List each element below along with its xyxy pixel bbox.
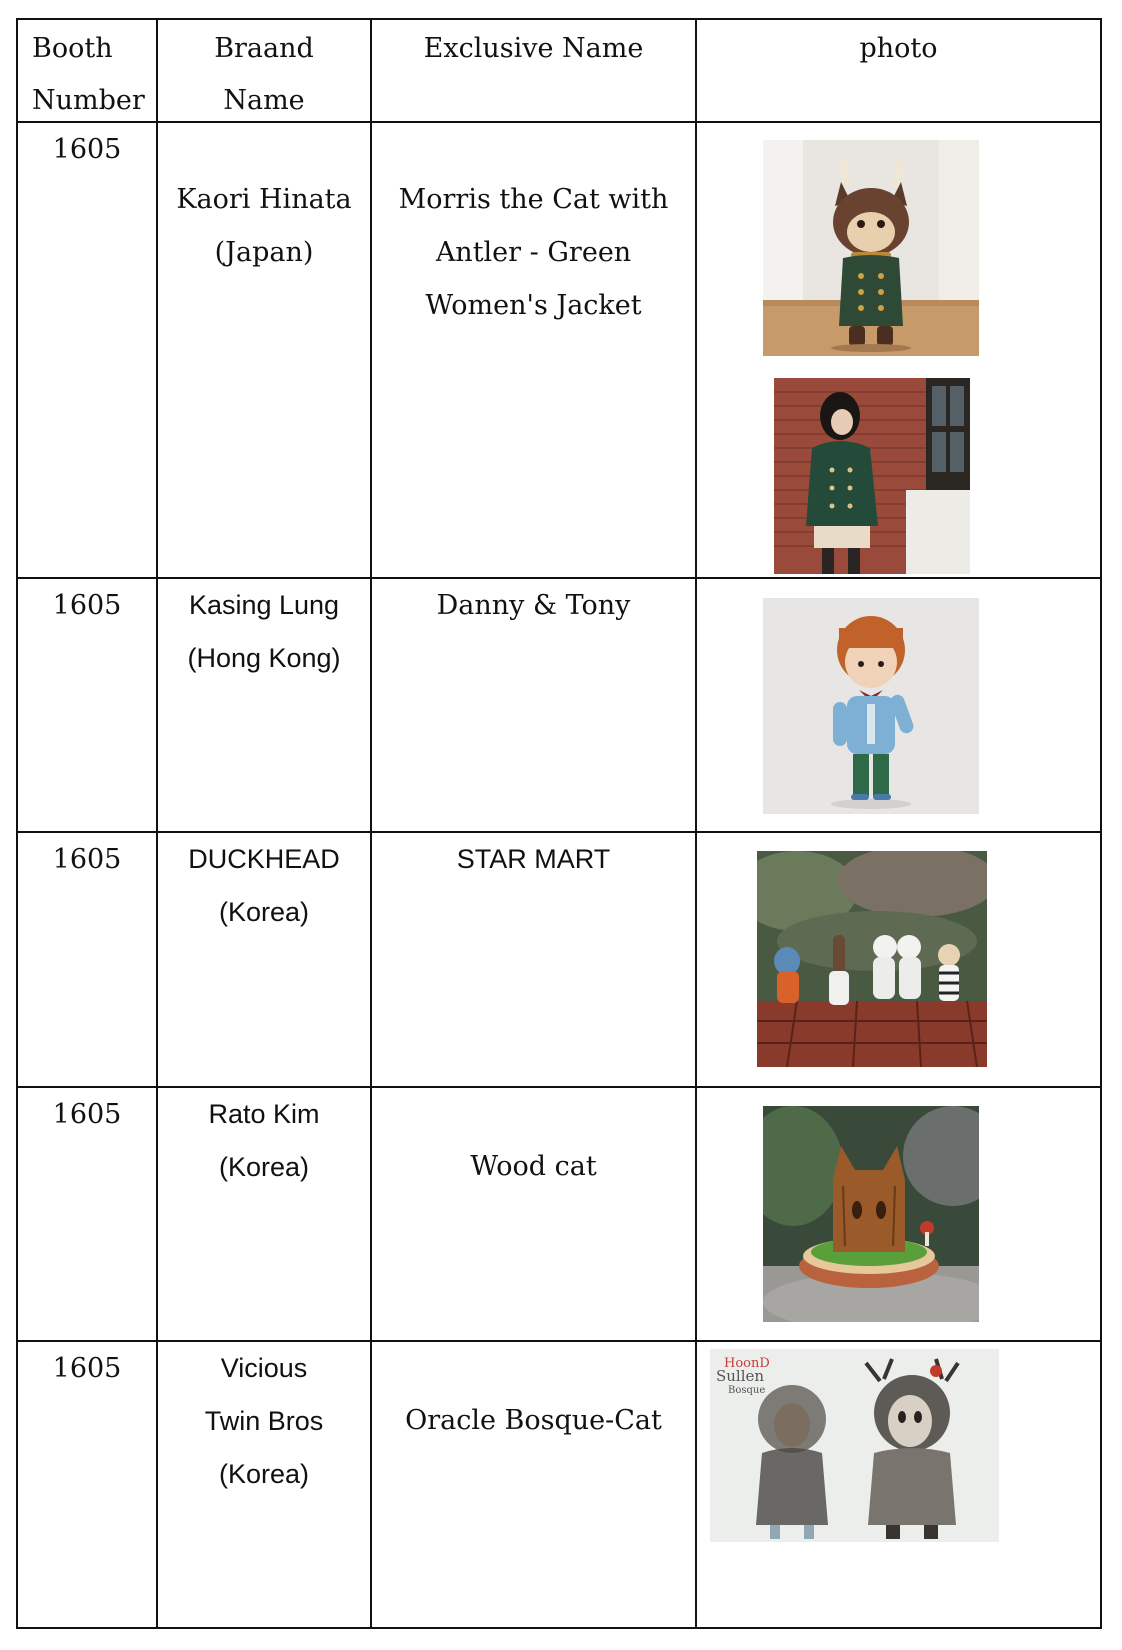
- booth-number: 1605: [52, 134, 122, 165]
- row5-brand: [158, 1342, 370, 1501]
- row1-brand: [158, 173, 370, 279]
- header-booth-line-2: Number: [32, 85, 145, 116]
- exclusives-table: [16, 18, 1102, 1629]
- doll-figure-photo: [763, 598, 979, 814]
- header-photo: [697, 20, 1100, 121]
- header-photo-label: photo: [859, 33, 938, 64]
- row1-exclusive: [372, 173, 695, 332]
- photo-overlay-text: Bosque: [728, 1385, 766, 1396]
- brand-country-line: (Korea): [218, 1459, 310, 1489]
- bosque-cat-photo: [710, 1349, 999, 1542]
- exclusive-name-line: STAR MART: [456, 844, 611, 874]
- toy-group-photo: [757, 851, 987, 1067]
- booth-number: 1605: [52, 1353, 122, 1384]
- row4-booth: [18, 1088, 156, 1141]
- brand-name-line: Kasing Lung: [188, 590, 340, 620]
- header-exclusive-name: [372, 20, 695, 121]
- row4-brand: [158, 1088, 370, 1194]
- row1-booth: [18, 123, 156, 176]
- photo-overlay-text: Sullen: [716, 1367, 765, 1385]
- photo-overlay-text: HoonD: [724, 1356, 770, 1371]
- booth-number: 1605: [52, 590, 122, 621]
- brand-name-line: DUCKHEAD: [188, 844, 340, 874]
- header-brand-name: [158, 20, 370, 121]
- booth-number: 1605: [52, 844, 122, 875]
- header-booth-number: [18, 20, 156, 121]
- row3-brand: [158, 833, 370, 939]
- header-exclusive-label: Exclusive Name: [423, 33, 644, 64]
- brand-country-line: (Hong Kong): [187, 643, 341, 673]
- brand-country-line: (Korea): [218, 1152, 310, 1182]
- brand-name-line: Kaori Hinata: [176, 184, 352, 215]
- row5-booth: [18, 1342, 156, 1395]
- booth-number: 1605: [52, 1099, 122, 1130]
- green-jacket-woman-photo: [774, 378, 970, 574]
- brand-name-line: Vicious: [220, 1353, 308, 1383]
- row2-exclusive: [372, 579, 695, 632]
- brand-country-line: (Japan): [214, 237, 314, 268]
- row3-exclusive: [372, 833, 695, 886]
- exclusive-name-line: Antler - Green: [435, 237, 632, 268]
- brand-name-line: Rato Kim: [208, 1099, 320, 1129]
- exclusive-name-line: Danny & Tony: [436, 590, 631, 621]
- row4-exclusive: [372, 1140, 695, 1193]
- column-divider: [695, 20, 697, 1627]
- header-brand-line-2: Name: [223, 85, 305, 116]
- wood-cat-photo: [763, 1106, 979, 1322]
- brand-country-line: (Korea): [218, 897, 310, 927]
- deer-cat-figure-photo: [763, 140, 979, 356]
- exclusive-name-line: Wood cat: [470, 1151, 597, 1182]
- brand-name-line: Twin Bros: [204, 1406, 324, 1436]
- header-booth-line-1: Booth: [32, 33, 113, 64]
- exclusive-name-line: Morris the Cat with: [398, 184, 669, 215]
- exclusive-name-line: Women's Jacket: [425, 290, 642, 321]
- row5-exclusive: [372, 1394, 695, 1447]
- row2-booth: [18, 579, 156, 632]
- row2-brand: [158, 579, 370, 685]
- row3-booth: [18, 833, 156, 886]
- header-brand-line-1: Braand: [214, 33, 314, 64]
- exclusive-name-line: Oracle Bosque-Cat: [405, 1405, 662, 1436]
